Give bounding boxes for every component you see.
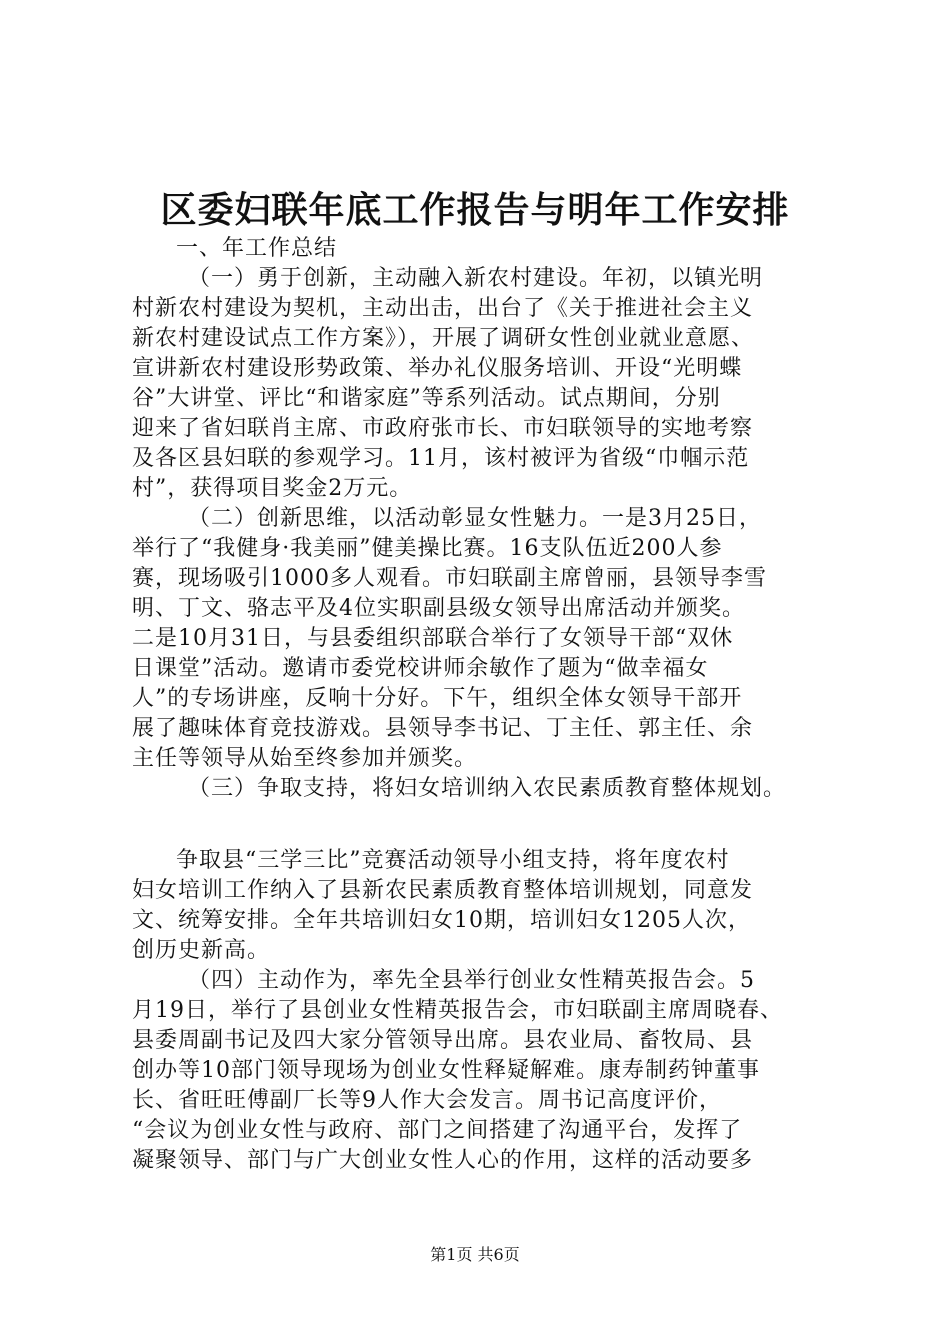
paragraph-line: 迎来了省妇联肖主席、市政府张市长、市妇联领导的实地考察 — [132, 416, 754, 441]
paragraph-line: 创历史新高。 — [132, 938, 271, 963]
paragraph-line: 主任等领导从始至终参加并颁奖。 — [132, 746, 478, 771]
paragraph-line: 争取县“三学三比”竞赛活动领导小组支持，将年度农村 — [176, 848, 730, 873]
paragraph-line: 人”的专场讲座，反响十分好。下午，组织全体女领导干部开 — [132, 686, 743, 711]
paragraph-line: 长、省旺旺傅副厂长等9人作大会发言。周书记高度评价， — [132, 1088, 722, 1113]
paragraph-line: （二）创新思维，以活动彰显女性魅力。一是3月25日， — [188, 506, 762, 531]
page-footer: 第1页 共6页 — [430, 1245, 520, 1264]
section-heading: 一、年工作总结 — [176, 236, 338, 261]
paragraph-line: 凝聚领导、部门与广大创业女性人心的作用，这样的活动要多 — [132, 1148, 754, 1173]
section-block-2 — [132, 846, 822, 1176]
paragraph-line: 村”，获得项目奖金2万元。 — [132, 476, 413, 501]
paragraph-line: 展了趣味体育竞技游戏。县领导李书记、丁主任、郭主任、余 — [132, 716, 754, 741]
paragraph-line: “会议为创业女性与政府、部门之间搭建了沟通平台，发挥了 — [132, 1118, 743, 1143]
paragraph-line: 谷”大讲堂、评比“和谐家庭”等系列活动。试点期间，分别 — [132, 386, 721, 411]
paragraph-line: （三）争取支持，将妇女培训纳入农民素质教育整体规划。 — [188, 776, 787, 801]
paragraph-line: （四）主动作为，率先全县举行创业女性精英报告会。5 — [188, 968, 755, 993]
paragraph-line: 赛，现场吸引1000多人观看。市妇联副主席曾丽，县领导李雪 — [132, 566, 767, 591]
paragraph-line: 举行了“我健身·我美丽”健美操比赛。16支队伍近200人参 — [132, 536, 723, 561]
paragraph-line: 县委周副书记及四大家分管领导出席。县农业局、畜牧局、县 — [132, 1028, 754, 1053]
paragraph-line: 日课堂”活动。邀请市委党校讲师余敏作了题为“做幸福女 — [132, 656, 709, 681]
section-block-1 — [132, 234, 822, 804]
paragraph-line: 妇女培训工作纳入了县新农民素质教育整体培训规划，同意发 — [132, 878, 754, 903]
paragraph-line: 村新农村建设为契机，主动出击，出台了《关于推进社会主义 — [132, 296, 754, 321]
paragraph-line: 二是10月31日，与县委组织部联合举行了女领导干部“双休 — [132, 626, 734, 651]
paragraph-line: （一）勇于创新，主动融入新农村建设。年初，以镇光明 — [188, 266, 764, 291]
page-title: 区委妇联年底工作报告与明年工作安排 — [160, 189, 790, 231]
paragraph-line: 及各区县妇联的参观学习。11月，该村被评为省级“巾帼示范 — [132, 446, 750, 471]
paragraph-line: 文、统筹安排。全年共培训妇女10期，培训妇女1205人次， — [132, 908, 751, 933]
paragraph-line: 月19日，举行了县创业女性精英报告会，市妇联副主席周晓春、 — [132, 998, 783, 1023]
paragraph-line: 创办等10部门领导现场为创业女性释疑解难。康寿制药钟董事 — [132, 1058, 760, 1083]
paragraph-line: 宣讲新农村建设形势政策、举办礼仪服务培训、开设“光明蝶 — [132, 356, 743, 381]
paragraph-line: 明、丁文、骆志平及4位实职副县级女领导出席活动并颁奖。 — [132, 596, 745, 621]
paragraph-line: 新农村建设试点工作方案》），开展了调研女性创业就业意愿、 — [132, 326, 755, 351]
